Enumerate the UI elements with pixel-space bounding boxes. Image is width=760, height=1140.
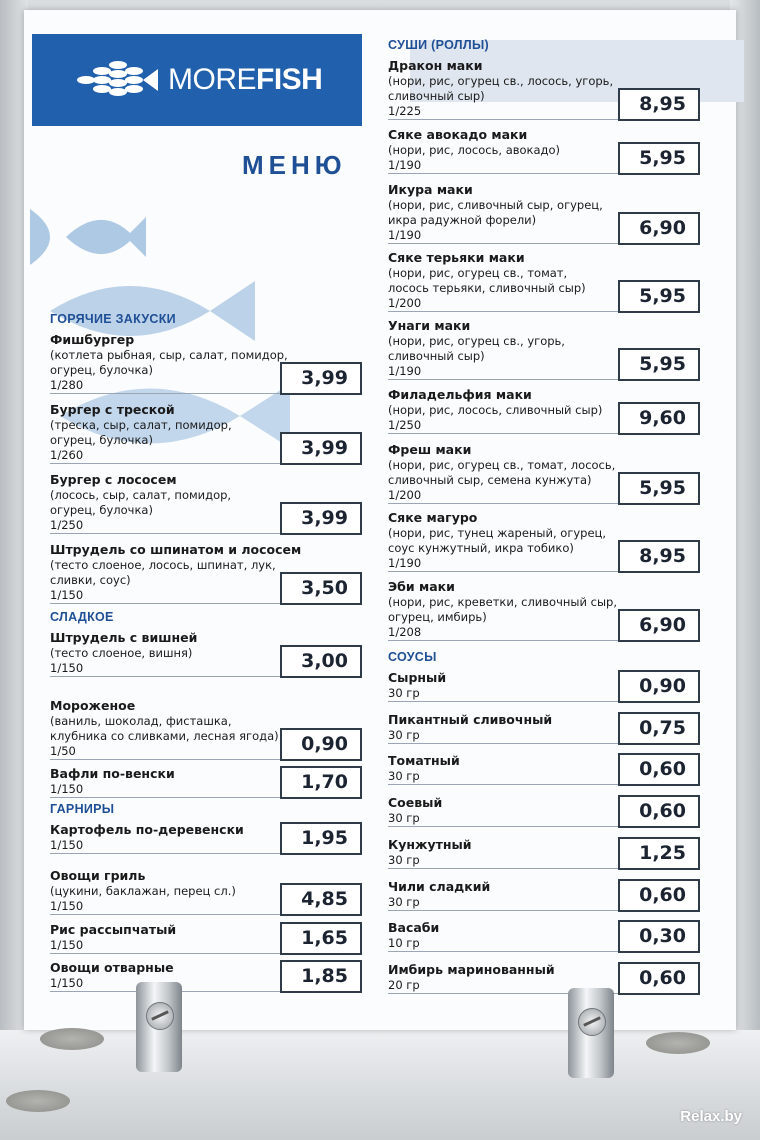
item-underline xyxy=(388,701,620,702)
price-box: 0,90 xyxy=(618,670,700,703)
price-box: 1,65 xyxy=(280,922,362,955)
item-name: Эби маки xyxy=(388,579,455,594)
item-name: Имбирь маринованный xyxy=(388,961,555,977)
item-weight: 20 гр xyxy=(388,977,420,992)
item-name: Пикантный сливочный xyxy=(388,711,553,727)
price-box: 4,85 xyxy=(280,883,362,916)
price-box: 5,95 xyxy=(618,348,700,381)
item-weight: 1/50 xyxy=(50,744,76,758)
item-name: Васаби xyxy=(388,920,440,936)
price-box: 0,90 xyxy=(280,728,362,761)
item-underline xyxy=(50,853,284,854)
price-box: 3,99 xyxy=(280,362,362,395)
item-underline xyxy=(50,759,284,760)
price-box: 5,95 xyxy=(618,280,700,313)
item-name: Филадельфия маки xyxy=(388,387,532,402)
item-underline xyxy=(388,868,620,869)
item-name: Унаги маки xyxy=(388,318,471,333)
item-underline xyxy=(388,243,620,244)
item-underline xyxy=(50,676,284,677)
item-name: Бургер с лососем xyxy=(50,472,177,487)
item-name: Овощи отварные xyxy=(50,960,174,975)
item-description: лосось терьяки, сливочный сыр) xyxy=(388,281,586,295)
stand-base xyxy=(0,1030,760,1140)
price-box: 6,90 xyxy=(618,212,700,245)
item-name: Рис рассыпчатый xyxy=(50,922,177,937)
item-weight: 1/200 xyxy=(388,488,422,502)
section-title: СОУСЫ xyxy=(388,650,437,664)
item-name: Штрудель с вишней xyxy=(50,630,198,645)
price-box: 3,99 xyxy=(280,432,362,465)
item-description: огурец, булочка) xyxy=(50,503,153,517)
item-underline xyxy=(388,743,620,744)
item-weight: 1/280 xyxy=(50,378,84,392)
item-weight: 1/190 xyxy=(388,556,422,570)
brand-logo xyxy=(32,34,362,126)
price-box: 0,60 xyxy=(618,753,700,786)
item-weight: 30 гр xyxy=(388,686,420,700)
item-description: (нори, рис, огурец св., томат, xyxy=(388,266,568,280)
section-title: ГОРЯЧИЕ ЗАКУСКИ xyxy=(50,312,176,326)
price-box: 8,95 xyxy=(618,540,700,573)
price-box: 5,95 xyxy=(618,142,700,175)
menu-sheet xyxy=(24,10,736,1030)
item-underline xyxy=(388,640,620,641)
price-box: 3,00 xyxy=(280,645,362,678)
decorative-fish-top xyxy=(30,205,146,269)
item-underline xyxy=(50,533,284,534)
item-underline xyxy=(50,914,284,915)
item-description: икра радужной форели) xyxy=(388,213,537,227)
item-underline xyxy=(388,951,620,952)
item-name: Штрудель со шпинатом и лососем xyxy=(50,542,302,557)
item-name: Фреш маки xyxy=(388,442,472,457)
item-weight: 1/200 xyxy=(388,296,422,310)
item-weight: 1/260 xyxy=(50,448,84,462)
item-description: (тесто слоеное, вишня) xyxy=(50,646,193,660)
price-box: 1,85 xyxy=(280,960,362,993)
item-name: Овощи гриль xyxy=(50,868,146,883)
item-name: Сяке авокадо маки xyxy=(388,127,528,142)
item-weight: 1/150 xyxy=(50,938,84,952)
item-name: Картофель по-деревенски xyxy=(50,822,244,837)
item-description: (лосось, сыр, салат, помидор, xyxy=(50,488,232,502)
item-description: (котлета рыбная, сыр, салат, помидор, xyxy=(50,348,288,362)
item-weight: 1/250 xyxy=(388,418,422,432)
item-description: сливочный сыр, семена кунжута) xyxy=(388,473,592,487)
item-description: (нори, рис, тунец жареный, огурец, xyxy=(388,526,607,540)
item-weight: 1/150 xyxy=(50,899,84,913)
item-underline xyxy=(388,784,620,785)
item-description: (нори, рис, лосось, авокадо) xyxy=(388,143,561,157)
item-description: сливочный сыр) xyxy=(388,349,485,363)
price-box: 1,70 xyxy=(280,766,362,799)
logo-text: MOREFISH xyxy=(168,63,323,96)
price-box: 0,30 xyxy=(618,920,700,953)
item-description: огурец, булочка) xyxy=(50,363,153,377)
item-description: (нори, рис, огурец св., томат, лосось, xyxy=(388,458,616,472)
item-underline xyxy=(50,393,284,394)
watermark: Relax.by xyxy=(680,1108,742,1125)
item-weight: 10 гр xyxy=(388,936,420,951)
item-name: Бургер с треской xyxy=(50,402,175,417)
price-box: 1,95 xyxy=(280,822,362,855)
item-description: (ваниль, шоколад, фисташка, xyxy=(50,714,232,728)
item-underline xyxy=(388,433,620,434)
item-description: огурец, булочка) xyxy=(50,433,153,447)
item-underline xyxy=(50,463,284,464)
item-underline xyxy=(50,603,284,604)
item-name: Икура маки xyxy=(388,182,473,197)
price-box: 0,60 xyxy=(618,962,700,995)
screw-left xyxy=(146,1002,174,1030)
item-underline xyxy=(388,826,620,827)
item-name: Сяке магуро xyxy=(388,510,478,525)
item-weight: 1/190 xyxy=(388,228,422,242)
item-name: Мороженое xyxy=(50,698,136,713)
item-description: (тесто слоеное, лосось, шпинат, лук, xyxy=(50,558,276,572)
price-box: 3,50 xyxy=(280,572,362,605)
item-underline xyxy=(388,503,620,504)
price-box: 0,60 xyxy=(618,879,700,912)
fish-school-icon xyxy=(68,55,160,105)
screw-right xyxy=(578,1008,606,1036)
item-description: (треска, сыр, салат, помидор, xyxy=(50,418,232,432)
price-box: 9,60 xyxy=(618,402,700,435)
price-box: 6,90 xyxy=(618,609,700,642)
price-box: 0,60 xyxy=(618,795,700,828)
item-weight: 30 гр xyxy=(388,894,420,909)
item-weight: 30 гр xyxy=(388,727,420,742)
item-underline xyxy=(388,311,620,312)
item-description: (цукини, баклажан, перец сл.) xyxy=(50,884,236,898)
item-underline xyxy=(50,797,284,798)
price-box: 0,75 xyxy=(618,712,700,745)
item-name: Сырный xyxy=(388,670,447,685)
item-name: Томатный xyxy=(388,753,460,769)
item-weight: 30 гр xyxy=(388,852,420,867)
item-name: Сяке терьяки маки xyxy=(388,250,525,265)
item-description: (нори, рис, огурец св., угорь, xyxy=(388,334,565,348)
item-underline xyxy=(388,173,620,174)
item-weight: 1/225 xyxy=(388,104,422,118)
item-description: соус кунжутный, икра тобико) xyxy=(388,541,574,555)
item-weight: 30 гр xyxy=(388,811,420,826)
item-name: Соевый xyxy=(388,795,443,811)
item-weight: 1/150 xyxy=(50,838,84,852)
item-underline xyxy=(388,571,620,572)
item-weight: 1/150 xyxy=(50,661,84,675)
item-description: клубника со сливками, лесная ягода) xyxy=(50,729,279,743)
item-name: Фишбургер xyxy=(50,332,135,347)
item-weight: 1/150 xyxy=(50,976,84,990)
stand-foot-left xyxy=(40,1028,104,1050)
item-description: огурец, имбирь) xyxy=(388,610,487,624)
item-description: сливки, соус) xyxy=(50,573,131,587)
item-weight: 1/190 xyxy=(388,364,422,378)
item-underline xyxy=(388,119,620,120)
stand-foot-right xyxy=(646,1032,710,1054)
page-title: МЕНЮ xyxy=(242,150,347,180)
item-description: сливочный сыр) xyxy=(388,89,485,103)
item-weight: 1/150 xyxy=(50,782,84,796)
price-box: 8,95 xyxy=(618,88,700,121)
item-name: Чили сладкий xyxy=(388,878,491,894)
price-box: 1,25 xyxy=(618,837,700,870)
item-description: (нори, рис, огурец св., лосось, угорь, xyxy=(388,74,614,88)
section-title: СЛАДКОЕ xyxy=(50,610,114,624)
item-description: (нори, рис, креветки, сливочный сыр, xyxy=(388,595,617,609)
item-underline xyxy=(388,379,620,380)
section-title: ГАРНИРЫ xyxy=(50,802,115,816)
item-underline xyxy=(388,910,620,911)
item-description: (нори, рис, лосось, сливочный сыр) xyxy=(388,403,603,417)
item-name: Кунжутный xyxy=(388,836,472,852)
item-weight: 1/250 xyxy=(50,518,84,532)
price-box: 3,99 xyxy=(280,502,362,535)
item-weight: 1/190 xyxy=(388,158,422,172)
item-weight: 30 гр xyxy=(388,769,420,784)
item-name: Вафли по-венски xyxy=(50,766,175,781)
item-weight: 1/150 xyxy=(50,588,84,602)
item-name: Дракон маки xyxy=(388,58,483,73)
item-underline xyxy=(50,953,284,954)
item-weight: 1/208 xyxy=(388,625,422,639)
item-description: (нори, рис, сливочный сыр, огурец, xyxy=(388,198,603,212)
price-box: 5,95 xyxy=(618,472,700,505)
stand-foot-left-lower xyxy=(6,1090,70,1112)
section-title: СУШИ (РОЛЛЫ) xyxy=(388,38,489,52)
